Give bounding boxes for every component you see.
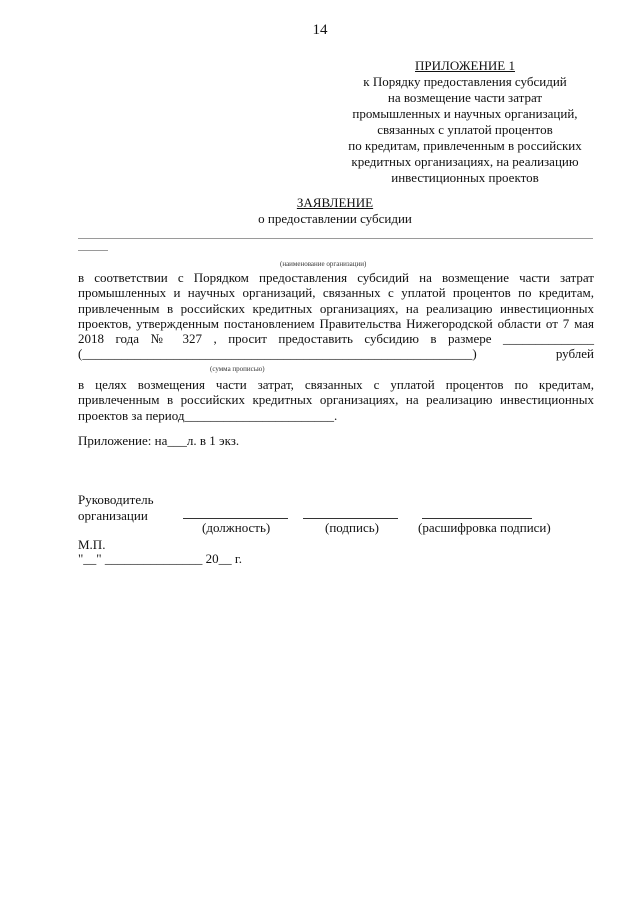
attachment-note: Приложение: на___л. в 1 экз. — [78, 433, 240, 448]
appendix-line: кредитных организациях, на реализацию — [351, 154, 579, 169]
document-title: ЗАЯВЛЕНИЕ — [296, 195, 374, 210]
page-number: 14 — [312, 22, 328, 38]
position-caption: (должность) — [202, 520, 271, 535]
purpose-paragraph: в целях возмещения части затрат, связанных с уплатой процентов по кредитам, привлеченным в российских кредитных организациях, на реализацию инвестиционных проектов за период_______________________. — [78, 377, 594, 423]
appendix-line: к Порядку предоставления субсидий — [363, 74, 567, 89]
appendix-header — [330, 58, 600, 186]
signature-decode-fill-line[interactable] — [422, 518, 532, 519]
org-name-caption: (наименование организации) — [280, 260, 367, 268]
signatory-label: Руководитель — [78, 492, 154, 507]
document-title-block — [0, 195, 640, 227]
signature-caption: (подпись) — [325, 520, 379, 535]
body-line: промышленных и научных организаций, связанных с уплатой процентов по кредитам, — [78, 285, 594, 301]
org-name-fill-line-continued[interactable] — [78, 250, 108, 251]
body-line-sum-in-words[interactable]: (____________________________________________________________) рублей — [78, 346, 594, 362]
appendix-line: по кредитам, привлеченным в российских — [348, 138, 582, 153]
application-body — [78, 270, 594, 362]
document-subtitle: о предоставлении субсидии — [258, 211, 412, 226]
appendix-line: на возмещение части затрат — [387, 90, 543, 105]
stamp-place: М.П. — [78, 537, 106, 552]
body-line-subsidy-amount[interactable]: 2018 года № 327 , просит предоставить субсидию в размере ______________ — [78, 331, 594, 347]
appendix-line: связанных с уплатой процентов — [377, 122, 553, 137]
signatory-label-cont: организации — [78, 508, 148, 523]
body-line: проектов, утвержденным постановлением Правительства Нижегородской области от 7 мая — [78, 315, 594, 331]
appendix-title: ПРИЛОЖЕНИЕ 1 — [415, 58, 515, 73]
appendix-line: промышленных и научных организаций, — [352, 106, 578, 121]
signature-fill-line[interactable] — [303, 518, 398, 519]
org-name-fill-line[interactable] — [78, 238, 593, 239]
body-line: в соответствии с Порядком предоставления субсидий на возмещение части затрат — [78, 270, 594, 285]
body-line: привлеченным в российских кредитных организациях, на реализацию инвестиционных — [78, 300, 594, 316]
position-fill-line[interactable] — [183, 518, 288, 519]
signature-decode-caption: (расшифровка подписи) — [418, 520, 551, 535]
date-field[interactable]: "__" _______________ 20__ г. — [78, 551, 242, 566]
appendix-line: инвестиционных проектов — [391, 170, 539, 185]
sum-words-caption: (сумма прописью) — [210, 365, 265, 373]
